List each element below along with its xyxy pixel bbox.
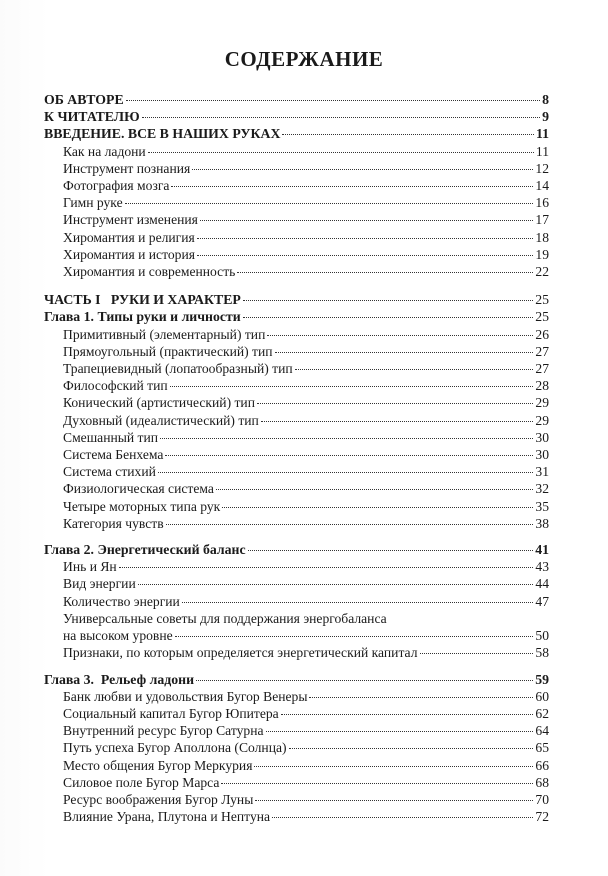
toc-entry-label: ЧАСТЬ I РУКИ И ХАРАКТЕР	[44, 292, 241, 308]
toc-subentry	[44, 791, 549, 808]
toc-page-number: 72	[535, 809, 549, 825]
toc-entry-label: Банк любви и удовольствия Бугор Венеры	[63, 688, 308, 704]
toc-entry-label: Инь и Ян	[63, 559, 117, 575]
toc-page-number: 62	[535, 705, 549, 721]
dot-leader	[125, 202, 534, 204]
toc-entry-chapter-1	[44, 308, 549, 325]
toc-entry-label: Конический (артистический) тип	[63, 395, 255, 411]
toc-subentry	[44, 177, 549, 194]
toc-subentry	[44, 160, 549, 177]
toc-page-number: 41	[535, 542, 549, 558]
toc-subentry	[44, 394, 549, 411]
toc-entry-label: Хиромантия и современность	[63, 264, 236, 280]
dot-leader	[255, 799, 533, 801]
toc-page-number: 16	[535, 195, 549, 211]
dot-leader	[275, 351, 534, 353]
toc-entry-label: ОБ АВТОРЕ	[44, 92, 124, 107]
toc-entry-chapter-3	[44, 671, 549, 688]
dot-leader	[197, 237, 534, 239]
toc-entry-label: Четыре моторных типа рук	[63, 498, 221, 514]
toc-page-number: 29	[535, 395, 549, 411]
toc-subentry	[44, 480, 549, 497]
toc-entry-label: Вид энергии	[63, 576, 136, 592]
toc-subentry	[44, 194, 549, 211]
toc-page-number: 25	[535, 292, 549, 308]
dot-leader	[192, 168, 533, 170]
page-title: СОДЕРЖАНИЕ	[224, 47, 384, 71]
toc-subentry	[44, 593, 549, 610]
toc-entry-part-1	[44, 291, 549, 308]
toc-subentry	[44, 688, 549, 705]
dot-leader	[281, 713, 534, 715]
toc-subentry	[44, 246, 549, 263]
toc-entry-label: Система Бенхема	[63, 447, 164, 463]
toc-entry-label: Путь успеха Бугор Аполлона (Солнца)	[63, 740, 287, 756]
toc-page-number: 31	[535, 464, 549, 480]
toc-page-number: 43	[535, 559, 549, 575]
toc-subentry	[44, 263, 549, 280]
toc-entry-introduction	[44, 125, 549, 142]
dot-leader	[148, 151, 534, 153]
toc-entry-label: Ресурс воображения Бугор Луны	[63, 791, 254, 807]
toc-subentry	[44, 498, 549, 515]
toc-entry-label: ВВЕДЕНИЕ. ВСЕ В НАШИХ РУКАХ	[44, 126, 281, 142]
toc-page-number: 22	[535, 264, 549, 280]
toc-entry-label: Философский тип	[63, 378, 168, 394]
toc-page-number: 68	[535, 774, 549, 790]
toc-subentry	[44, 627, 549, 644]
dot-leader	[171, 185, 533, 187]
toc-entry-label: К ЧИТАТЕЛЮ	[44, 109, 140, 125]
toc-page-number: 29	[535, 412, 549, 428]
toc-entry-label: Силовое поле Бугор Марса	[63, 774, 220, 790]
dot-leader	[196, 679, 533, 681]
toc-page-number: 18	[535, 229, 549, 245]
toc-entry-label: Влияние Урана, Плутона и Нептуна	[63, 809, 271, 825]
dot-leader	[282, 133, 533, 135]
table-of-contents	[44, 91, 549, 825]
toc-subentry	[44, 143, 549, 160]
dot-leader	[158, 471, 534, 473]
toc-page-number: 60	[535, 688, 549, 704]
toc-entry-label: Физиологическая система	[63, 481, 214, 497]
toc-entry-label: Место общения Бугор Меркурия	[63, 757, 253, 773]
toc-subentry	[44, 757, 549, 774]
toc-entry-label: Прямоугольный (практический) тип	[63, 343, 273, 359]
toc-entry-label: Трапециевидный (лопатообразный) тип	[63, 361, 293, 377]
dot-leader	[165, 454, 533, 456]
toc-page-number: 30	[535, 447, 549, 463]
toc-entry-label: Категория чувств	[63, 515, 164, 531]
toc-entry-label: Хиромантия и история	[63, 246, 195, 262]
toc-page-number: 9	[542, 109, 549, 125]
dot-leader	[119, 566, 534, 568]
toc-page-number: 8	[542, 92, 549, 107]
dot-leader	[138, 583, 534, 585]
toc-entry-label: Система стихий	[63, 464, 156, 480]
dot-leader	[272, 816, 533, 818]
toc-entry-label: на высоком уровне	[63, 628, 173, 644]
dot-leader	[266, 730, 534, 732]
toc-entry-to-reader	[44, 108, 549, 125]
toc-subentry	[44, 558, 549, 575]
toc-subentry	[44, 575, 549, 592]
toc-entry-chapter-2	[44, 541, 549, 558]
dot-leader	[222, 506, 533, 508]
toc-subentry	[44, 446, 549, 463]
toc-entry-label: Социальный капитал Бугор Юпитера	[63, 705, 279, 721]
toc-page-number: 35	[535, 498, 549, 514]
toc-subentry	[44, 774, 549, 791]
toc-subentry	[44, 808, 549, 825]
spacer	[44, 662, 549, 671]
toc-subentry	[44, 429, 549, 446]
dot-leader	[248, 549, 534, 551]
toc-subentry	[44, 705, 549, 722]
toc-page-number: 38	[535, 515, 549, 531]
toc-page-number: 26	[535, 326, 549, 342]
toc-subentry	[44, 515, 549, 532]
dot-leader	[166, 523, 534, 525]
toc-page-number: 58	[535, 645, 549, 661]
dot-leader	[142, 116, 540, 118]
dot-leader	[257, 402, 533, 404]
toc-page-number: 27	[535, 361, 549, 377]
toc-entry-label: Гимн руке	[63, 195, 123, 211]
dot-leader	[267, 334, 533, 336]
toc-page-number: 59	[535, 671, 549, 687]
dot-leader	[170, 385, 534, 387]
dot-leader	[289, 747, 534, 749]
toc-entry-label: Признаки, по которым определяется энергетический капитал	[63, 645, 418, 661]
toc-subentry	[44, 211, 549, 228]
dot-leader	[160, 437, 533, 439]
toc-entry-label: Глава 1. Типы руки и личности	[44, 309, 241, 325]
toc-page-number: 19	[535, 246, 549, 262]
toc-page-number: 66	[535, 757, 549, 773]
toc-subentry	[44, 412, 549, 429]
toc-entry-label: Внутренний ресурс Бугор Сатурна	[63, 723, 264, 739]
toc-entry-label: Количество энергии	[63, 593, 180, 609]
dot-leader	[261, 420, 534, 422]
toc-entry-label: Примитивный (элементарный) тип	[63, 326, 266, 342]
toc-page-number: 70	[535, 791, 549, 807]
toc-page-number: 25	[535, 309, 549, 325]
toc-page-number: 50	[535, 628, 549, 644]
toc-entry-about-author	[44, 91, 549, 108]
dot-leader	[295, 368, 534, 370]
toc-entry-label: Глава 2. Энергетический баланс	[44, 542, 246, 558]
dot-leader	[197, 254, 533, 256]
dot-leader	[126, 99, 540, 101]
toc-subentry	[44, 326, 549, 343]
dot-leader	[182, 601, 534, 603]
toc-entry-label: Фотография мозга	[63, 178, 170, 194]
toc-entry-label: Инструмент познания	[63, 160, 191, 176]
spacer	[44, 532, 549, 541]
toc-page-number: 65	[535, 740, 549, 756]
toc-subentry	[44, 377, 549, 394]
dot-leader	[254, 765, 533, 767]
toc-page-number: 32	[535, 481, 549, 497]
toc-page-number: 64	[535, 723, 549, 739]
toc-entry-label: Хиромантия и религия	[63, 229, 195, 245]
toc-subentry-line1: Универсальные советы для поддержания энергобаланса	[63, 610, 387, 626]
toc-subentry	[44, 343, 549, 360]
toc-entry-label: Как на ладони	[63, 143, 146, 159]
dot-leader	[243, 299, 533, 301]
toc-page-number: 44	[535, 576, 549, 592]
dot-leader	[221, 782, 533, 784]
toc-subentry	[44, 644, 549, 661]
toc-subentry	[44, 722, 549, 739]
toc-subentry	[44, 463, 549, 480]
toc-page-number: 12	[535, 160, 549, 176]
toc-entry-label: Духовный (идеалистический) тип	[63, 412, 259, 428]
toc-page-number: 47	[535, 593, 549, 609]
toc-subentry	[44, 229, 549, 246]
toc-page-number: 17	[535, 212, 549, 228]
dot-leader	[237, 271, 533, 273]
dot-leader	[309, 696, 533, 698]
dot-leader	[216, 488, 534, 490]
toc-entry-label: Смешанный тип	[63, 429, 159, 445]
toc-subentry	[44, 739, 549, 756]
dot-leader	[200, 219, 533, 221]
toc-subentry	[44, 360, 549, 377]
spacer	[44, 280, 549, 291]
toc-page-number: 11	[535, 126, 549, 142]
toc-entry-label: Глава 3. Рельеф ладони	[44, 671, 195, 687]
toc-page-number: 30	[535, 429, 549, 445]
dot-leader	[420, 652, 534, 654]
toc-entry-label: Инструмент изменения	[63, 212, 198, 228]
toc-page-number: 11	[535, 143, 549, 159]
toc-page-number: 14	[535, 178, 549, 194]
toc-page-number: 27	[535, 343, 549, 359]
dot-leader	[175, 635, 534, 637]
dot-leader	[243, 316, 533, 318]
toc-page-number: 28	[535, 378, 549, 394]
